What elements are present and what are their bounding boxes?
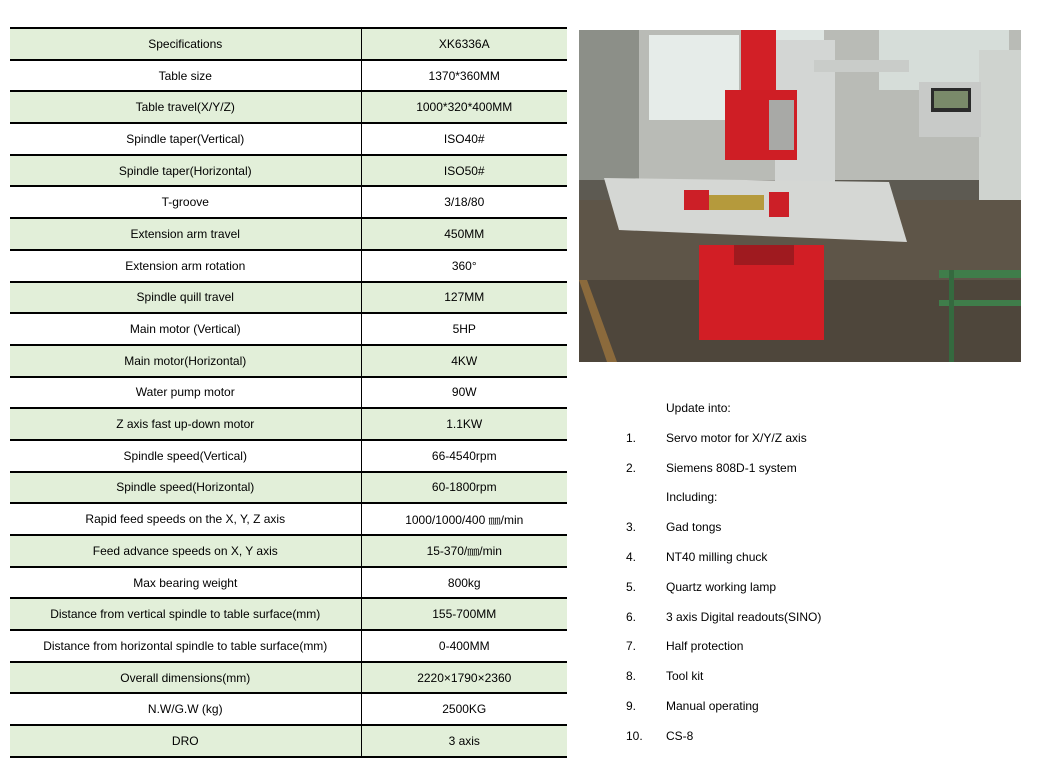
spec-value: 15-370/㎜/min: [361, 535, 567, 567]
spec-value: 3 axis: [361, 725, 567, 757]
spec-value: 2220×1790×2360: [361, 662, 567, 694]
spec-value: 800kg: [361, 567, 567, 599]
table-row: [10, 313, 567, 345]
spec-table: [10, 27, 567, 758]
spec-label: Specifications: [10, 28, 361, 60]
spec-label: Table travel(X/Y/Z): [10, 91, 361, 123]
table-row: [10, 598, 567, 630]
list-item: NT40 milling chuck: [666, 550, 768, 564]
spec-label: T-groove: [10, 186, 361, 218]
table-row: [10, 377, 567, 409]
spec-value: 450MM: [361, 218, 567, 250]
spec-label: Main motor(Horizontal): [10, 345, 361, 377]
spec-value: ISO40#: [361, 123, 567, 155]
table-row: [10, 345, 567, 377]
list-item-number: 6.: [626, 610, 637, 624]
list-item-number: 9.: [626, 699, 637, 713]
table-row: [10, 408, 567, 440]
spec-label: Spindle quill travel: [10, 282, 361, 314]
spec-value: 66-4540rpm: [361, 440, 567, 472]
list-item: Manual operating: [666, 699, 759, 713]
list-item: 3 axis Digital readouts(SINO): [666, 610, 822, 624]
table-row: [10, 155, 567, 187]
spec-label: Extension arm rotation: [10, 250, 361, 282]
spec-value: 127MM: [361, 282, 567, 314]
table-row: [10, 218, 567, 250]
update-heading: Update into:: [666, 401, 731, 415]
list-item: Servo motor for X/Y/Z axis: [666, 431, 807, 445]
table-row: [10, 91, 567, 123]
spec-value: 3/18/80: [361, 186, 567, 218]
spec-label: Overall dimensions(mm): [10, 662, 361, 694]
spec-label: Spindle taper(Horizontal): [10, 155, 361, 187]
spec-value: 0-400MM: [361, 630, 567, 662]
spec-value: 1000*320*400MM: [361, 91, 567, 123]
list-item-number: 4.: [626, 550, 637, 564]
milling-machine-photo: [579, 30, 1021, 362]
list-item: CS-8: [666, 729, 694, 743]
table-row: [10, 28, 567, 60]
table-row: [10, 503, 567, 535]
spec-value: 1.1KW: [361, 408, 567, 440]
list-item-number: 10.: [626, 729, 643, 743]
spec-label: Z axis fast up-down motor: [10, 408, 361, 440]
list-item-number: 3.: [626, 520, 637, 534]
spec-value: 60-1800rpm: [361, 472, 567, 504]
table-row: [10, 630, 567, 662]
list-item-number: 8.: [626, 669, 637, 683]
spec-label: Feed advance speeds on X, Y axis: [10, 535, 361, 567]
spec-label: Distance from horizontal spindle to table surface(mm): [10, 630, 361, 662]
spec-label: Spindle speed(Horizontal): [10, 472, 361, 504]
spec-label: Distance from vertical spindle to table surface(mm): [10, 598, 361, 630]
spec-label: Table size: [10, 60, 361, 92]
table-row: [10, 60, 567, 92]
table-row: [10, 123, 567, 155]
spec-value: ISO50#: [361, 155, 567, 187]
spec-value: 155-700MM: [361, 598, 567, 630]
table-row: [10, 472, 567, 504]
list-item: Quartz working lamp: [666, 580, 777, 594]
spec-value: 4KW: [361, 345, 567, 377]
spec-label: Water pump motor: [10, 377, 361, 409]
spec-value: 1000/1000/400 ㎜/min: [361, 503, 567, 535]
spec-value: 1370*360MM: [361, 60, 567, 92]
spec-value: 2500KG: [361, 693, 567, 725]
list-item: Gad tongs: [666, 520, 722, 534]
spec-label: Extension arm travel: [10, 218, 361, 250]
spec-label: N.W/G.W (kg): [10, 693, 361, 725]
table-row: [10, 250, 567, 282]
table-row: [10, 567, 567, 599]
table-row: [10, 440, 567, 472]
table-row: [10, 725, 567, 757]
list-item: Half protection: [666, 639, 744, 653]
list-item: Including:: [666, 490, 718, 504]
spec-value: 90W: [361, 377, 567, 409]
spec-label: Spindle speed(Vertical): [10, 440, 361, 472]
spec-label: Spindle taper(Vertical): [10, 123, 361, 155]
table-row: [10, 535, 567, 567]
spec-value: 360°: [361, 250, 567, 282]
table-row: [10, 186, 567, 218]
table-row: [10, 662, 567, 694]
spec-label: Main motor (Vertical): [10, 313, 361, 345]
list-item-number: 5.: [626, 580, 637, 594]
spec-label: DRO: [10, 725, 361, 757]
machine-photo: [579, 30, 1021, 362]
table-row: [10, 693, 567, 725]
spec-value: XK6336A: [361, 28, 567, 60]
list-item-number: 7.: [626, 639, 637, 653]
list-item: Siemens 808D-1 system: [666, 461, 797, 475]
spec-value: 5HP: [361, 313, 567, 345]
list-item-number: 2.: [626, 461, 637, 475]
list-item-number: 1.: [626, 431, 637, 445]
spec-label: Rapid feed speeds on the X, Y, Z axis: [10, 503, 361, 535]
table-row: [10, 282, 567, 314]
spec-label: Max bearing weight: [10, 567, 361, 599]
list-item: Tool kit: [666, 669, 704, 683]
